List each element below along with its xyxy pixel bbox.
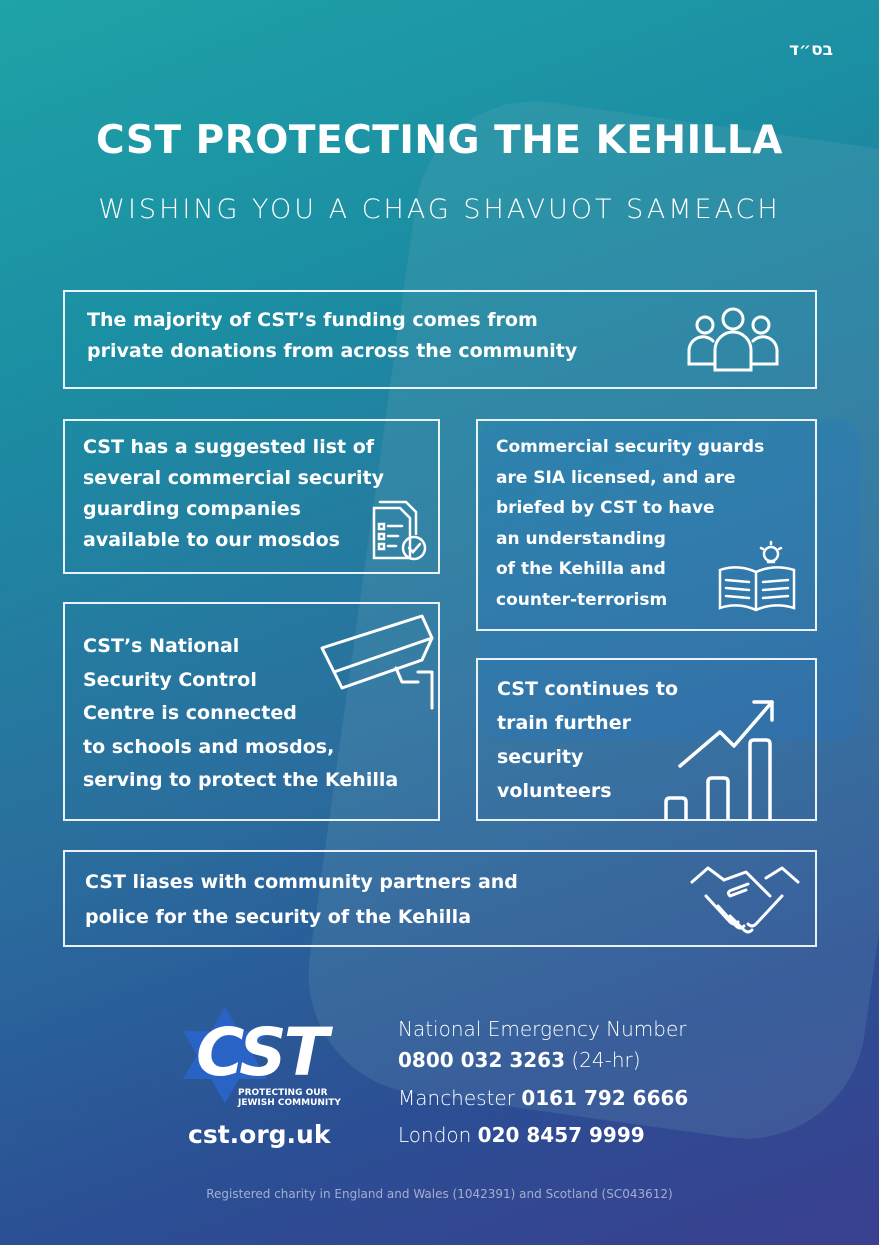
manchester-number[interactable]: 0161 792 6666 (521, 1086, 689, 1110)
emergency-line (398, 1048, 641, 1072)
london-line (398, 1123, 645, 1147)
manchester-label: Manchester (398, 1086, 515, 1110)
control-text: CST’s National Security Control Centre is connected to schools and mosdos, serving to protect the Kehilla (83, 635, 399, 791)
emergency-label: National Emergency Number (398, 1017, 687, 1041)
guarding-text: CST has a suggested list of several commercial security guarding companies available to our mosdos (83, 436, 385, 551)
hebrew-mark: בס״ד (789, 40, 833, 60)
guards-text: Commercial security guards are SIA licensed, and are briefed by CST to have an understanding of the Kehilla and counter-terrorism (496, 437, 765, 610)
page-subtitle: WISHING YOU A CHAG SHAVUOT SAMEACH (98, 194, 781, 225)
charity-registration: Registered charity in England and Wales (1042391) and Scotland (SC043612) (206, 1187, 673, 1201)
website-link[interactable]: cst.org.uk (188, 1120, 331, 1149)
london-number[interactable]: 020 8457 9999 (477, 1123, 645, 1147)
people-group-icon (685, 306, 781, 372)
handshake-icon (690, 860, 800, 936)
london-label: London (398, 1123, 472, 1147)
logo-tagline-1: PROTECTING OUR (238, 1088, 328, 1098)
emergency-suffix: (24-hr) (571, 1048, 641, 1072)
security-camera-icon (318, 612, 440, 710)
open-book-lightbulb-icon (716, 540, 798, 614)
growth-chart-icon (662, 694, 778, 820)
manchester-line (398, 1086, 688, 1110)
logo-tagline-2: JEWISH COMMUNITY (238, 1098, 341, 1108)
volunteers-text: CST continues to train further security volunteers (497, 678, 678, 802)
logo-wordmark: CST (196, 1014, 326, 1091)
emergency-number[interactable]: 0800 032 3263 (398, 1048, 566, 1072)
funding-text: The majority of CST’s funding comes from private donations from across the community (87, 309, 578, 362)
page-title: CST PROTECTING THE KEHILLA (96, 118, 783, 163)
partners-text: CST liases with community partners and police for the security of the Kehilla (85, 871, 518, 928)
checklist-icon (370, 496, 428, 562)
